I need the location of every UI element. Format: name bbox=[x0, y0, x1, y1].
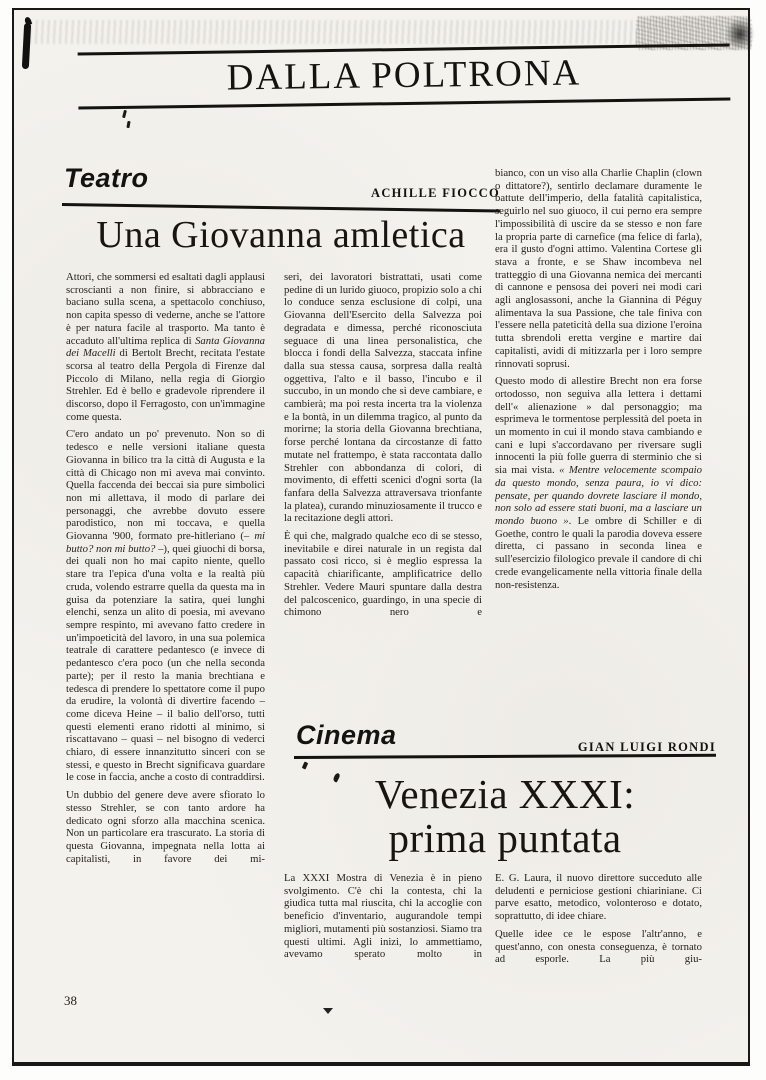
triangle-mark bbox=[323, 1008, 333, 1014]
paragraph: Attori, che sommersi ed esaltati dagli applausi scroscianti a non finire, si abbracciano e baciano sulla scena, a spettacolo conchiuso, non capita spesso di vederne, anche se l'attore è per natura facile al trasporto. Ma tanto è accaduto all'ultima replica di Santa Giovanna dei Macelli di Bertolt Brecht, recitata l'estate scorsa al teatro della Pergola di Firenze dal Piccolo di Milano, nella regia di Giorgio Strehler. Ed è bello e gradevole riprendere il discorso, dopo il Ferragosto, con un'immagine come questa. bbox=[66, 271, 265, 423]
teatro-column-3 bbox=[495, 167, 702, 591]
cinema-title-line2: prima puntata bbox=[388, 815, 622, 861]
teatro-section-label: Teatro bbox=[64, 163, 149, 193]
cinema-article-title bbox=[294, 772, 716, 860]
cinema-section-rule bbox=[294, 754, 716, 759]
cinema-title-line1: Venezia XXXI: bbox=[374, 771, 636, 817]
paragraph: È qui che, malgrado qualche eco di se stesso, inevitabile e direi naturale in un regista dal passato così ricco, si è meglio espressa la capacità chiarificante, amplificatrice dello Strehler. Vedere Mauri spuntare dalla destra del palcoscenico, guardingo, in una specie di chimono nero e bbox=[284, 530, 482, 619]
teatro-column-2 bbox=[284, 271, 482, 619]
paragraph: Quelle idee ce le espose l'altr'anno, e quest'anno, con onesta conseguenza, è tornato ad esporle. La più giu- bbox=[495, 927, 702, 966]
teatro-column-1 bbox=[66, 271, 265, 865]
paragraph: seri, dei lavoratori bistrattati, usati come pedine di un lurido giuoco, propizio solo a chi lo conduce senza esclusione di colpi, una Giovanna dell'Esercito della Salvezza poi degradata e dimessa, perché riconosciuta seguace di una linea personalistica, che blocca i fondi della Salvezza, staccata infine dalla sua stessa causa, sorpresa dalla realtà oggettiva, l'alto e il basso, l'incubo e il succubo, in un mondo che si deve cambiare, e cambierà; ma poi resta incerta tra la violenza e la bontà, in un dilemma tragico, al punto da morirne; la storia della Giovanna brechtiana, forse perché lontana da circostanze di fatto mutate nel frattempo, è stata raccontata dallo Strehler con abbondanza di colori, di movimento, di effetti scenici d'ogni sorta (la fanfara della Salvezza attraversava trionfante la platea), curando minuziosamente il trucco e la recitazione degli attori. bbox=[284, 271, 482, 525]
teatro-section-rule bbox=[62, 203, 500, 212]
masthead bbox=[78, 43, 731, 109]
teatro-byline: ACHILLE FIOCCO bbox=[371, 186, 500, 200]
paragraph: E. G. Laura, il nuovo direttore succeduto alle deludenti e perniciose gestioni chiariniane. Ci parve esatto, metodico, volonteroso e dotato, soprattutto, di idee chiare. bbox=[495, 872, 702, 923]
paragraph: La XXXI Mostra di Venezia è in pieno svolgimento. C'è chi la contesta, chi la giudica tutta mal riuscita, chi la accoglie con beneficio d'inventario, augurandole tempi migliori, mutamenti più sostanziosi. Siamo tra questi ultimi. Agli inizi, lo ammettiamo, avevamo sperato molto in bbox=[284, 872, 482, 961]
paragraph: bianco, con un viso alla Charlie Chaplin (clown o dittatore?), sentirlo declamare duramente le battute dell'imperio, della fatalità capitalistica, seguirlo nel suo giuoco, il cui perno era sempre l'impossibilità di uscire da se stesso e non fare la propria parte di carnefice (ma felice di farla), era il gusto d'ogni attimo. Valentina Cortese gli stava a fronte, e se Shaw incombeva nel tratteggio di una Giovanna nemica dei mercanti di cannone e pensosa dei poveri nei modi cari agli anglosassoni, anche la Giannina di Péguy alimentava la sua Passione, che tale finiva con l'essere nella pateticità della sua dizione l'eroina tutta sbrendoli eretta vergine e martire dai capitalisti, avidi di mitizzarla per i loro sempre rinnovati soprusi. bbox=[495, 167, 702, 370]
cinema-section-label: Cinema bbox=[296, 720, 397, 750]
cinema-column-2 bbox=[495, 872, 702, 966]
masthead-title: DALLA POLTRONA bbox=[226, 52, 582, 99]
paragraph: Un dubbio del genere deve avere sfiorato lo stesso Strehler, se con tanto ardore ha dedicato ogni sforzo alla macchina scenica. Non un particolare era trascurato. La storia di questa Giovanna, impegnata nella lotta ai capitalisti, in favore dei mi- bbox=[66, 789, 265, 865]
cinema-column-1 bbox=[284, 872, 482, 961]
cinema-byline: GIAN LUIGI RONDI bbox=[577, 740, 716, 754]
scan-noise-strip bbox=[30, 20, 736, 44]
page-number: 38 bbox=[64, 993, 77, 1008]
teatro-article-title: Una Giovanna amletica bbox=[96, 214, 466, 256]
scan-noise-blob bbox=[726, 18, 754, 50]
paragraph: C'ero andato un po' prevenuto. Non so di tedesco e nelle versioni italiane questa Giovanna in bilico tra la città di Augusta e la città di Chicago non mi aveva mai convinto. Quella faccenda dei beccai sia pure simbolici non mi allettava, il modo di parlare dei personaggi, che avrebbe dovuto essere parodistico, non mi toccava, e quella Giovanna '900, formato pre-hitleriano (– mi butto? non mi butto? –), quei giuochi di borsa, dei quali non ho mai capito niente, quello stare tra l'epica d'una volta e la realtà più cruda, volendo estrarre quella da questa ma in guisa da potenziare la satira, quei lunghi elenchi, senza un alito di poesia, mi avevano sempre respinto, mi avevano fatto credere in un'impoeticità del lavoro, in una sua polemica teatrale di carattere pedantesco (e invece di pedantesco c'era poco (un che nella seconda parte); per il resto la mania brechtiana e tedesca di prendere lo spettatore come il pupo da erudire, la volontà di divertire facendo – come diceva Heine – il balio dell'orso, tutti questi elementi erano ridotti al minimo, si riscattavano – quasi – nel bisogno di vederci chiaro, di essere innanzitutto sinceri con se stessi, e questo in Brecht significava guardare le cose in faccia, anche a costo di contraddirsi. bbox=[66, 428, 265, 784]
paragraph: Questo modo di allestire Brecht non era forse ortodosso, non seguiva alla lettera i dettami dell'« alienazione » dal personaggio; ma esprimeva le tormentose perplessità del poeta in un momento in cui il mondo stava cambiando e cani e lupi s'accordavano per riversare sugli innocenti la più folle guerra di sterminio che si sia mai vista. « Mentre velocemente scompaio da questo mondo, senza paura, io vi dico: pensate, per quando dovrete lasciare il mondo, non solo ad essere stati buoni, ma a lasciare un mondo buono ». Le ombre di Schiller e di Goethe, contro le quali la parodia doveva essere diretta, ci passano in seconda linea e sull'esercizio filologico prevale il candore di chi crede evangelicamente nella vittoria finale della non-resistenza. bbox=[495, 375, 702, 591]
